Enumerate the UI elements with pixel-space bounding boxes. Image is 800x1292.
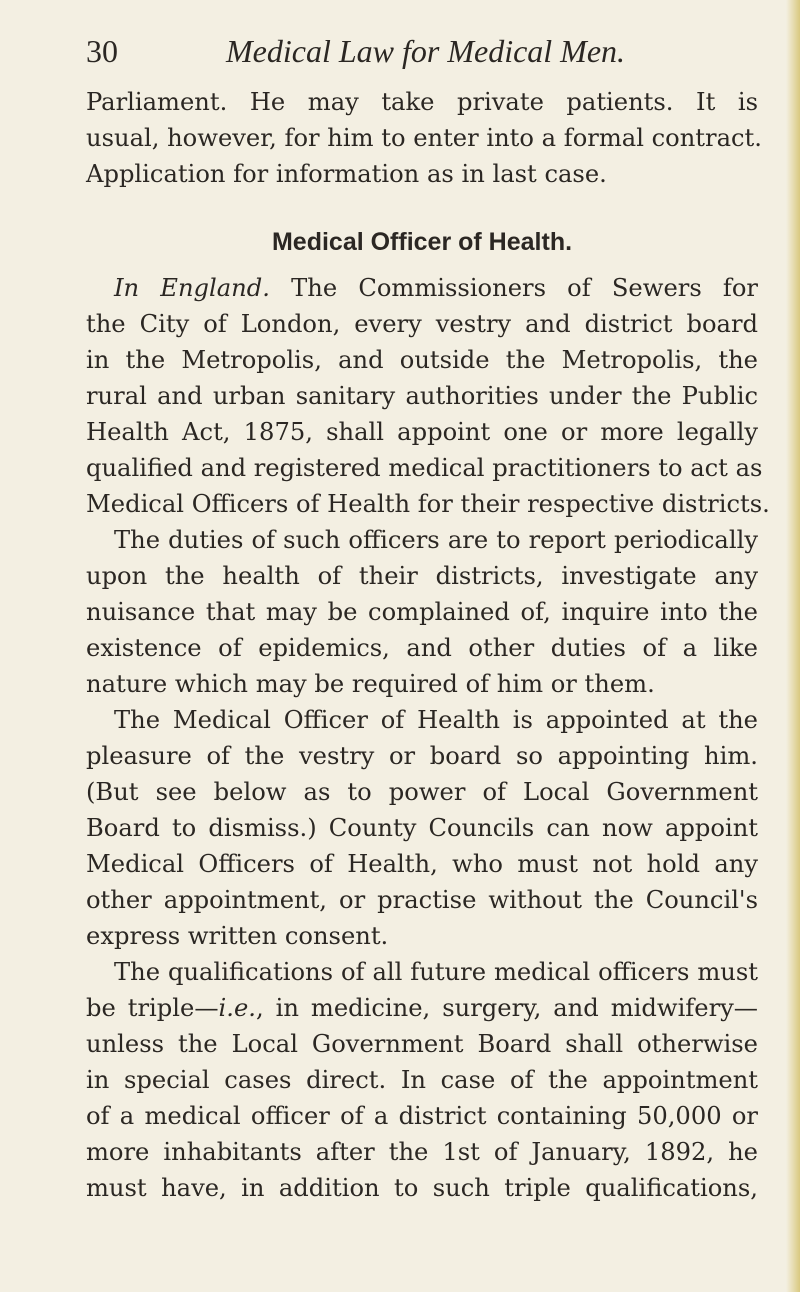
text-line [86, 270, 758, 306]
text-line: The duties of such officers are to report periodically [114, 526, 758, 554]
text-line: in special cases direct. In case of the appointment [86, 1066, 758, 1094]
text-line: Health Act, 1875, shall appoint one or more legally [86, 418, 758, 446]
text-line: nuisance that may be complained of, inquire into the [86, 598, 758, 626]
lead-italic-phrase: In England. [114, 274, 270, 302]
text-line: Medical Officers of Health for their respective districts. [86, 490, 770, 518]
section-heading: Medical Officer of Health. [271, 228, 573, 256]
text-line: other appointment, or practise without the Council's [86, 886, 758, 914]
triple-line-before: be triple— [86, 994, 219, 1022]
text-line: usual, however, for him to enter into a formal contract. [86, 124, 762, 152]
triple-line-after: , in medicine, surgery, and midwifery— [255, 994, 758, 1022]
running-head [86, 26, 766, 76]
text-line: the City of London, every vestry and district board [86, 310, 758, 338]
text-line: qualified and registered medical practitioners to act as [86, 454, 763, 482]
text-line: (But see below as to power of Local Government [86, 778, 758, 806]
text-line: unless the Local Government Board shall otherwise [86, 1030, 758, 1058]
text-line: of a medical officer of a district containing 50,000 or [86, 1102, 758, 1130]
text-line: The qualifications of all future medical officers must [114, 958, 758, 986]
text-line: express written consent. [86, 922, 389, 950]
text-line: upon the health of their districts, investigate any [86, 562, 758, 590]
text-line: more inhabitants after the 1st of January, 1892, he [86, 1138, 758, 1166]
ie-abbreviation: i.e. [218, 994, 256, 1022]
text-line: Parliament. He may take private patients. It is [86, 88, 758, 116]
text-line: nature which may be required of him or them. [86, 670, 655, 698]
section-body [86, 270, 770, 1206]
paragraph-continuation [86, 84, 762, 192]
text-line: The Medical Officer of Health is appointed at the [114, 706, 758, 734]
text-line: existence of epidemics, and other duties of a like [86, 634, 758, 662]
first-line-rest: The Commissioners of Sewers for [269, 274, 758, 302]
text-line: Application for information as in last case. [86, 160, 607, 188]
running-title: Medical Law for Medical Men. [226, 33, 626, 69]
text-line [86, 990, 758, 1026]
text-line: rural and urban sanitary authorities under the Public [86, 382, 758, 410]
page-number: 30 [86, 33, 118, 69]
text-line: Medical Officers of Health, who must not hold any [86, 850, 758, 878]
text-line: Board to dismiss.) County Councils can now appoint [86, 814, 758, 842]
text-line: pleasure of the vestry or board so appointing him. [86, 742, 758, 770]
text-line: must have, in addition to such triple qualifications, [86, 1174, 758, 1202]
text-line: in the Metropolis, and outside the Metropolis, the [86, 346, 758, 374]
page-edge-shading [786, 0, 800, 1292]
